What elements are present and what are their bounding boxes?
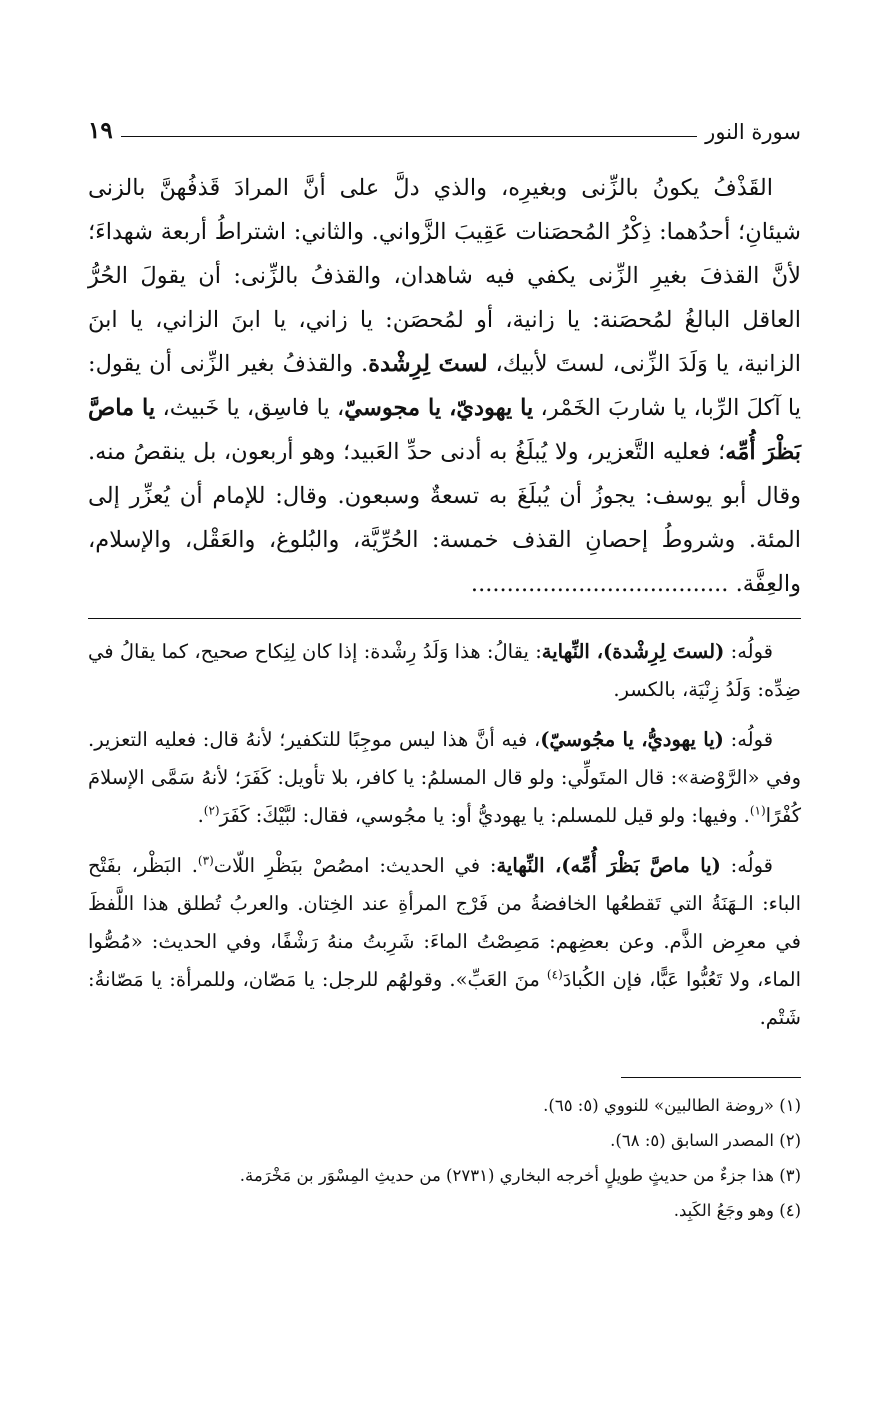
footnote: (٢) المصدر السابق (٥: ٦٨). [610,1131,801,1150]
footnote-ref: (٤) [546,967,563,982]
comment-text: : يقالُ: هذا وَلَدُ رِشْدة: إذا كان لِنِكاح صحيح، كما يقالُ في ضِدِّه: وَلَدُ زِنْيَة، بالكسر. [88,640,801,701]
header-rule [121,136,697,137]
bold-phrase: يا يهوديّ، يا مجوسيّ [344,395,534,421]
footnote: (٣) هذا جزءٌ من حديثٍ طويلٍ أخرجه البخاري (٢٧٣١) من حديثِ المِسْوَر بن مَخْرَمة. [239,1166,801,1185]
footnote-ref: (٣) [197,853,214,868]
comment-lead: قولُه: [720,854,773,877]
bold-phrase: لستَ لِرِشْدة [368,351,488,377]
comment-quote: (لستَ لِرِشْدة)، النِّهاية [541,640,725,663]
comment-text: ، فيه أنَّ هذا ليس موجِبًا للتكفير؛ لأنهُ قال: فعليه التعزير. وفي «الرَّوْضة»: قال المتَولِّي: ولو قال المسلمُ: يا كافر، بلا تأويل: كَفَرَ؛ لأنهُ سَمَّى الإسلامَ كُفْرًا [88,728,801,827]
commentary-paragraph [88,633,801,709]
book-page [88,112,801,1228]
running-header [88,112,801,144]
ellipsis-dots: .................................... [470,571,729,597]
footnote: (٤) وهو وجَعُ الكَبِد. [673,1201,801,1220]
main-text [88,166,801,606]
main-text-part: . والقذفُ بغير الزِّنى أن يقول: يا آكلَ الرِّبا، يا شاربَ الخَمْر، [88,351,802,421]
footnotes [88,1088,801,1228]
section-divider [88,618,801,619]
comment-text: منَ العَبِّ». وقولهُم للرجل: يا مَصّان، وللمرأة: يا مَصّانةُ: شَتْم. [88,968,801,1029]
comment-quote: (يا ماصَّ بَظْرَ أُمِّه)، النِّهاية [496,854,721,877]
comment-lead: قولُه: [724,640,774,663]
comment-lead: قولُه: [723,728,774,751]
surah-title: سورة النور [705,120,801,144]
bold-phrase: يا ماصَّ بَظْرَ أُمِّه [88,395,801,465]
commentary-paragraph [88,721,801,835]
comment-text: . [197,804,204,827]
footnote: (١) «روضة الطالبين» للنووي (٥: ٦٥). [543,1096,801,1115]
main-text-part: القَذْفُ يكونُ بالزِّنى وبغيرِه، والذي دلَّ على أنَّ المرادَ قَذفُهنَّ بالزنى شيئانِ؛ أحدُهما: ذِكْرُ المُحصَنات عَقِيبَ الزَّواني. والثاني: اشتراطُ أربعة شهداءَ؛ لأنَّ القذفَ بغيرِ الزِّنى يكفي فيه شاهدان، والقذفُ بالزِّنى: أن يقولَ الحُرُّ العاقل البالغُ لمُحصَنة: يا زانية، أو لمُحصَن: يا زاني، يا ابنَ الزاني، يا ابنَ الزانية، يا وَلَدَ الزِّنى، لستَ لأبيك، [88,175,801,377]
footnote-ref: (٢) [203,803,220,818]
footnote-ref: (١) [749,803,766,818]
main-text-part: ، يا فاسِق، يا خَبيث، [162,395,345,421]
comment-text: . البَظْر، بفَتْح الباء: الـهَنَةُ التي تَقطعُها الخافضةُ من فَرْج المرأةِ عند الخِتان. والعربُ تُطلق هذا اللَّفظَ في معرِض الذَّم. وعن بعضِهم: مَصِصْتُ الماءَ: شَرِبتُ منهُ رَشْفًا، وفي الحديث: «مُصُّوا الماء، ولا تَعُبُّوا عَبًّا، فإن الكُبادَ [88,854,801,991]
commentary-paragraph [88,847,801,1037]
comment-text: : في الحديث: امصُصْ ببَظْرِ اللّات [213,854,497,877]
main-text-part: ؛ فعليه التَّعزير، ولا يُبلَغُ به أدنى حدِّ العَبيد؛ وهو أربعون، بل ينقصُ منه. وقال أبو يوسف: يجوزُ أن يُبلَغَ به تسعةٌ وسبعون. وقال: للإمام أن يُعزِّر إلى المئة. وشروطُ إحصانِ القذف خمسة: الحُرِّيَّة، والبُلوغ، والعَقْل، والإسلام، والعِفَّة. [88,439,801,597]
footnote-divider [621,1077,801,1078]
comment-text: . وفيها: ولو قيل للمسلم: يا يهوديُّ أو: يا مجُوسي، فقال: لبَّيْكَ: كَفَرَ [219,804,750,827]
comment-quote: (يا يهوديُّ، يا مجُوسيّ) [540,728,724,751]
page-number: ١٩ [88,117,113,144]
